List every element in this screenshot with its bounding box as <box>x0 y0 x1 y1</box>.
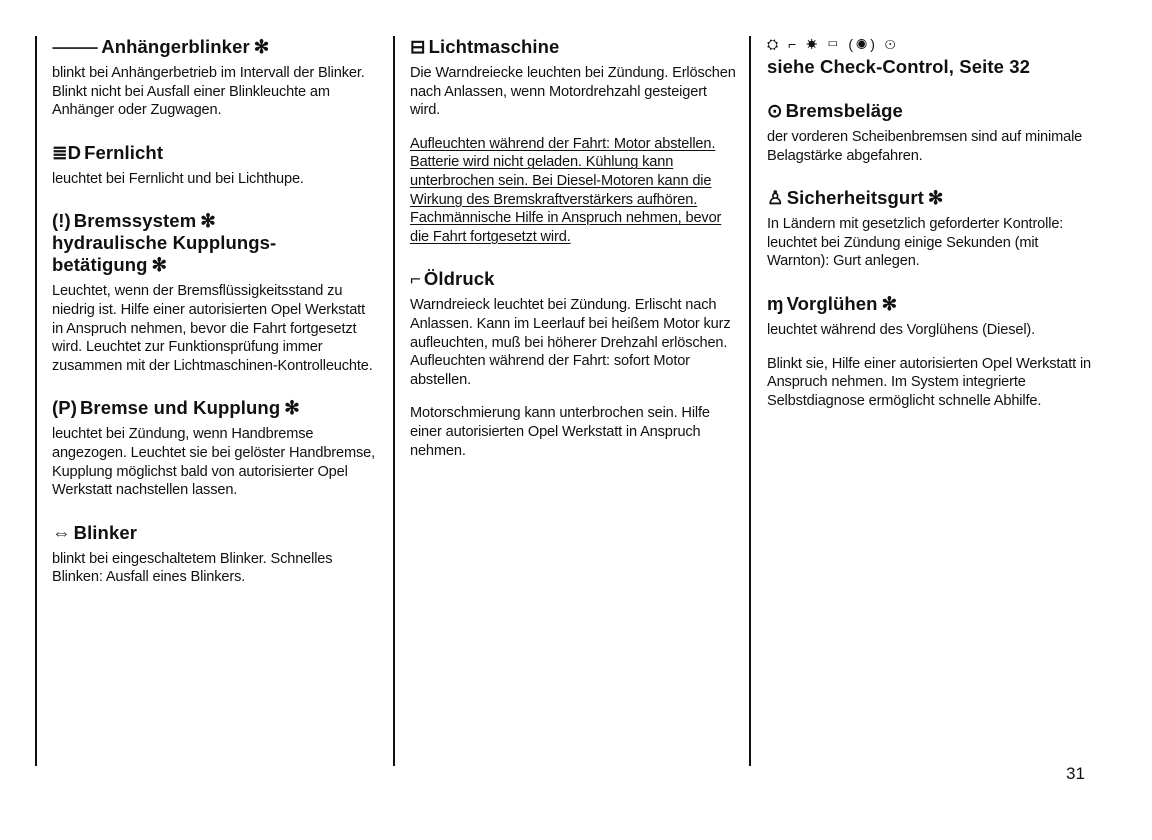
seatbelt-icon: ♙ <box>767 187 784 209</box>
text-oeldruck-1: Warndreieck leuchtet bei Zündung. Erlischt nach Anlassen. Kann im Leerlauf bei heißem Motor kurz aufleuchten, muß bei höherer Drehzahl erlöschen. Aufleuchten während der Fahrt: sofort Motor abstellen. <box>410 297 731 388</box>
heading-bremsbelaege: ⊙ Bremsbeläge <box>767 100 903 121</box>
text-bremssystem: Leuchtet, wenn der Bremsflüssigkeitsstand zu niedrig ist. Hilfe einer autorisierten Opel Werkstatt in Anspruch nehmen, bevor die Fahrt fortgesetzt wird. Leuchtet zur Funktionsprüfung immer zusammen mit der Lichtmaschinen-Kontrolleuchte. <box>52 283 373 374</box>
text-sicherheitsgurt: In Ländern mit gesetzlich geforderter Kontrolle: leuchtet bei Zündung einige Sekunden (mit Warnton): Gurt anlegen. <box>767 216 1064 270</box>
section-oeldruck <box>410 268 736 460</box>
section-bremssystem <box>52 210 378 375</box>
page-number: 31 <box>1066 764 1085 783</box>
trailer-indicator-icon: ⸻ <box>52 36 99 57</box>
high-beam-icon: ≣D <box>52 141 82 163</box>
brake-pad-icon: ⊙ <box>767 100 783 121</box>
heading-oeldruck: ⌐ Öldruck <box>410 268 495 290</box>
column-3 <box>767 36 1093 432</box>
heading-anhaengerblinker: ⸻ Anhängerblinker ✻ <box>52 36 270 57</box>
column-rule-3 <box>749 36 751 766</box>
section-vorgluehen <box>767 293 1093 410</box>
text-lichtmaschine-1: Die Warndreiecke leuchten bei Zündung. Erlöschen nach Anlassen, wenn Motordrehzahl gesteigert wird. <box>410 65 736 119</box>
text-fernlicht: leuchtet bei Fernlicht und bei Lichthupe. <box>52 170 304 187</box>
heading-fernlicht: ≣D Fernlicht <box>52 141 164 163</box>
star-icon: ✻ <box>881 292 898 314</box>
section-lichtmaschine <box>410 36 736 246</box>
column-2 <box>410 36 736 482</box>
section-bremsbelaege <box>767 100 1093 165</box>
glow-plug-icon: ɱ <box>767 292 784 314</box>
star-icon: ✻ <box>200 210 216 232</box>
heading-blinker: ⇔ Blinker <box>52 521 138 543</box>
heading-vorgluehen: ɱ Vorglühen ✻ <box>767 292 898 314</box>
section-check-control <box>767 36 1093 78</box>
text-blinker: blinkt bei eingeschaltetem Blinker. Schnelles Blinken: Ausfall eines Blinkers. <box>52 550 333 586</box>
turn-signal-icon: ⇔ <box>52 521 71 543</box>
column-rule-1 <box>35 36 37 766</box>
heading-bremse-kupplung: (P) Bremse und Kupplung ✻ <box>52 397 300 419</box>
text-anhaengerblinker: blinkt bei Anhängerbetrieb im Intervall der Blinker. Blinkt nicht bei Ausfall einer Blinkleuchte am Anhänger oder Zugwagen. <box>52 65 365 119</box>
heading-sicherheitsgurt: ♙ Sicherheitsgurt ✻ <box>767 187 944 209</box>
section-blinker <box>52 522 378 587</box>
section-bremse-kupplung <box>52 397 378 499</box>
section-anhaengerblinker <box>52 36 378 120</box>
text-lichtmaschine-2: Aufleuchten während der Fahrt: Motor abstellen. Batterie wird nicht geladen. Kühlung kann unterbrochen sein. Bei Diesel-Motoren kann die Wirkung des Bremskraftverstärkers aufhören. Fachmännische Hilfe in Anspruch nehmen, bevor die Fahrt fortgesetzt wird. <box>410 135 722 245</box>
text-vorgluehen-1: leuchtet während des Vorglühens (Diesel). <box>767 321 1036 338</box>
section-sicherheitsgurt <box>767 187 1093 271</box>
heading-bremssystem: (!) Bremssystem ✻ hydraulische Kupplungs-betätigung ✻ <box>52 210 277 276</box>
heading-lichtmaschine: ⊟ Lichtmaschine <box>410 36 560 57</box>
text-bremsbelaege: der vorderen Scheibenbremsen sind auf minimale Belagstärke abgefahren. <box>767 129 1083 164</box>
star-icon: ✻ <box>253 36 270 57</box>
text-vorgluehen-2: Blinkt sie, Hilfe einer autorisierten Opel Werkstatt in Anspruch nehmen. Im System integrierte Selbstdiagnose ermöglicht schnelle Abhilfe. <box>767 355 1092 409</box>
star-icon: ✻ <box>284 397 300 419</box>
parking-brake-icon: (P) <box>52 397 77 419</box>
check-control-icons: ⛭ ⌐ ☀ ▭ (◉) ⊙ <box>767 36 899 52</box>
battery-icon: ⊟ <box>410 36 426 57</box>
oil-pressure-icon: ⌐ <box>410 268 421 290</box>
column-rule-2 <box>393 36 395 766</box>
star-icon: ✻ <box>927 187 944 209</box>
text-bremse-kupplung: leuchtet bei Zündung, wenn Handbremse angezogen. Leuchtet sie bei gelöster Handbremse, Kupplung möglichst bald von autorisierter Opel Werkstatt nachstellen lassen. <box>52 426 375 499</box>
section-fernlicht <box>52 142 378 189</box>
brake-warning-icon: (!) <box>52 210 71 232</box>
heading-check-control: siehe Check-Control, Seite 32 <box>767 56 1031 77</box>
star-icon: ✻ <box>151 254 168 276</box>
column-1 <box>52 36 378 609</box>
text-oeldruck-2: Motorschmierung kann unterbrochen sein. Hilfe einer autorisierten Opel Werkstatt in Anspruch nehmen. <box>410 405 710 459</box>
